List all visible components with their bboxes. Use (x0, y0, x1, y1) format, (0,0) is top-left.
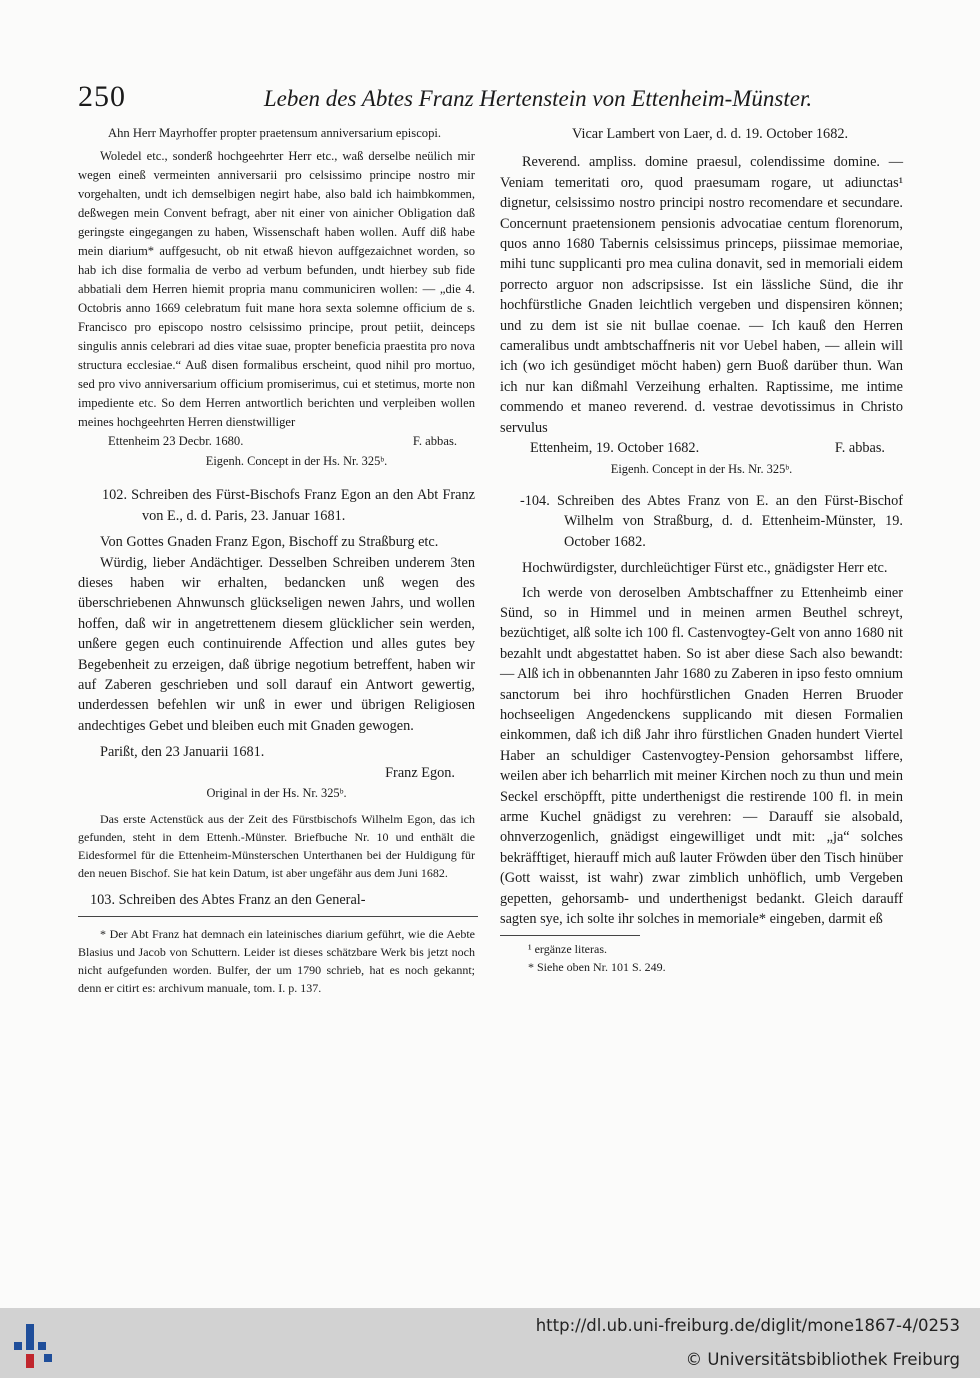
copyright-notice: © Universitätsbibliothek Freiburg (685, 1350, 960, 1369)
signature-place-date: Ettenheim, 19. October 1682. (530, 440, 700, 457)
source-note: Eigenh. Concept in der Hs. Nr. 325ᵇ. (610, 461, 793, 476)
letter-103-signature (500, 438, 903, 458)
source-note: Original in der Hs. Nr. 325ᵇ. (206, 786, 347, 801)
editorial-note: Das erste Actenstück aus der Zeit des Fürstbischofs Wilhelm Egon, das ich gefunden, steht in dem Ettenh.-Münster. Briefbuche Nr. 10 und enthält die Eidesformel für die Ettenheim-Münsterschen Unterthanen bei der Huldigung für den neuen Bischof. Sie hat kein Datum, ist aber ungefähr aus dem Juni 1682. (78, 811, 475, 880)
letter-102-signature: Franz Egon. (385, 764, 455, 781)
source-note: Eigenh. Concept in der Hs. Nr. 325ᵇ. (205, 454, 388, 468)
library-logo-icon (14, 1320, 52, 1368)
footnote-1: ¹ ergänze literas. (528, 942, 608, 957)
signature-place-date: Ettenheim 23 Decbr. 1680. (108, 434, 244, 448)
letter-102-date: Parißt, den 23 Januarii 1681. (100, 744, 265, 761)
footer-bar (0, 1308, 980, 1378)
letter-102-heading: 102. Schreiben des Fürst-Bischofs Franz Egon an den Abt Franz von E., d. d. Paris, 23. Januar 1681. (102, 487, 475, 524)
signature-name: F. abbas. (412, 434, 457, 448)
page-header (78, 80, 908, 124)
right-column (500, 124, 903, 976)
letter-104-salutation: Hochwürdigster, durchleüchtiger Fürst etc., gnädigster Herr etc. (522, 560, 888, 577)
letter-101-body: Woledel etc., sonderß hochgeehrter Herr etc., waß derselbe neülich mir wegen eineß vermeinten anniversarii pro celsissimo principe nostro mir vorgehalten, undt ich demselbigen negirt habe, also bald ich haimbkommen, deßwegen mein Convent befragt, aber nit einer von ainicher Obligation daß geringste eingegangen zu haben, Wissenschaft haben wollen. Auff diß habe mein diarium* auffgesucht, ob nit etwaß hievon auffgezaichnet worden, so hab ich dise formalia de verbo ad verbum befunden, undt hierbey sub fide abbatiali dem Herren hiemit propria manu communiciren wollen: — „die 4. Octobris anno 1669 celebratum fuit mane hora sexta solemne officium de s. Francisco pro episcopo nostro celsissimo principe, prout petiit, deinceps singulis annis celebrari ad dies vitae suae, propter beneficia praestita pro nova structura ecclesiae.“ Auß disen formalibus erscheint, quod nihil pro mortuo, sed pro vivo anniversarium officium promiserimus, cui et stetimus, morte non impediente etc. So dem Herren antwortlich berichten und verpleiben wollen meines hochgeehrten Herren dienstwilliger (78, 149, 475, 429)
footnote-divider (500, 935, 640, 936)
letter-103-body: Reverend. ampliss. domine praesul, colendissime domine. — Veniam temeritati oro, quod praesumam rogare, ut adiunctas¹ dignetur, celsissimo nostro principi nostro recomendare et secundare. Concernunt praetensionem pensionis advocatiae centum florenorum, quos anno 1680 Tabernis celsissimus princeps, piissimae memoriae, mihi tunc supplicanti pro mea culina donavit, sed in memoriali eidem porrecto arguor non adscripsisse. Ist ein lässliche Sünd, die ihr hochfürstliche Gnaden leichtlich vergeben und dispensiren können; und zu dem ist sie nit bullae coenae. — Ich kauß den Herren cameralibus undt ambtschaffneris nit vor Uebel haben, — allein will ich (wo ich gesündiget möcht haben) gern Buoß darüber thun. Wan ich nur kan dißmahl Verzeihung erhalten. Raptissime, me intime commendo et maneo reverend. d. vestrae devotissimus in Christo servulus (500, 154, 903, 436)
footnote: * Der Abt Franz hat demnach ein lateinisches diarium geführt, wie die Aebte Blasius und Jacob von Schuttern. Leider ist dieses schätzbare Werk bis jetzt noch nicht aufgefunden worden. Bulfer, der um 1790 schrieb, hat es noch gekannt; denn er citirt es: archivum manuale, tom. I. p. 137. (78, 926, 475, 995)
letter-102-body: Würdig, lieber Andächtiger. Desselben Schreiben underem 3ten dieses haben wir erhalten, bedancken unß wegen des überschriebenen Ahnwunsch glückseligen newen Jahrs, und wollen hoffen, daß wir in angetrettenem diesem glücklicher sein werden, unßere gegen euch continuirende Affection und alles gutes bey Begebenheit zu erzeigen, daß übrige negotium betreffent, haben wir auf Zaberen geschrieben und soll darauf ein Antwort gewertig, underdessen befehlen wir unß in ewer und übrigen Religiosen andechtiges Gebet und bleiben euch mit Gnaden gewogen. (78, 554, 475, 734)
letter-103-heading: 103. Schreiben des Abtes Franz an den General- (90, 891, 366, 908)
letter-104-body: Ich werde von deroselben Ambtschaffner zu Ettenheimb einer Sünd, so in Himmel und in meinen armen Beuthel schreyt, bezüchtiget, alß solte ich 100 fl. Castenvogtey-Gelt von anno 1680 nit bezahlt undt abgestattet haben. So ist aber diese Sach also bewandt: — Alß ich in obbenannten Jahr 1680 zu Zaberen in ipso festo omnium sanctorum bei ihro hochfürstlichen Gnaden Herren Bruoder hochseeligen Angedenckens supplicando mit diesen Formalien einkommen, daß ich diß Jahr ihro fürstlichen Gnaden hundert Viertel Haber an schuldiger Castenvogtey-Pension gehorsambst liffere, weilen aber ich beharrlich mit meiner Kirchen noch zu thun und mein Seckel erschöpfft, pitte underthenigst die restirende 100 fl. in mein arme Kuchel gnädigst zu verehren: — Darauff sie alsobald, ohnverzogenlich, gnädigst eingewilliget undt mit: „ja“ solches bekräfftiget, hierauff mich auß lauter Fröwden über den Tisch hinüber (Gott waisst, ist wahr) zwar zimblich unhöflich, umb Vergeben gepetten, gehorsamb- und underthenigst bedankt. Gleich darauff sagten sye, ich solte ihr solches in memoriale* eingeben, darmit eß (500, 584, 903, 928)
letter-103-heading-continued: Vicar Lambert von Laer, d. d. 19. October 1682. (572, 126, 849, 142)
footnote-divider (78, 916, 478, 917)
running-title: Leben des Abtes Franz Hertenstein von Ettenheim-Münster. (263, 86, 813, 111)
left-column (78, 124, 475, 997)
letter-101-recipient: Ahn Herr Mayrhoffer propter praetensum anniversarium episcopi. (108, 126, 442, 140)
letter-102-salutation: Von Gottes Gnaden Franz Egon, Bischoff zu Straßburg etc. (100, 534, 439, 551)
signature-name: F. abbas. (834, 440, 885, 457)
letter-104-heading: -104. Schreiben des Abtes Franz von E. an den Fürst-Bischof Wilhelm von Straßburg, d. d. Ettenheim-Münster, 19. October 1682. (520, 492, 903, 550)
footnote-2: * Siehe oben Nr. 101 S. 249. (528, 960, 666, 975)
page-number: 250 (78, 80, 126, 113)
letter-101-signature (78, 432, 475, 451)
permalink-url[interactable]: http://dl.ub.uni-freiburg.de/diglit/mone1867-4/0253 (535, 1316, 960, 1335)
